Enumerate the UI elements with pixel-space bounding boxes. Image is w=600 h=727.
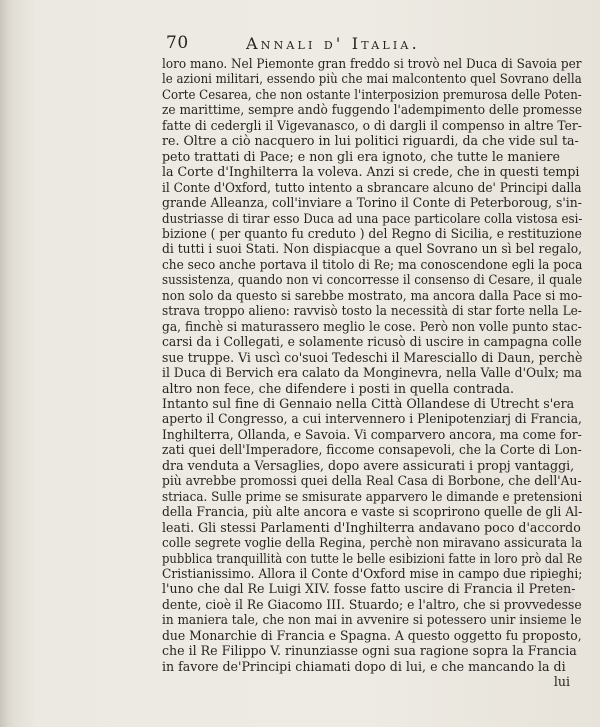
text-line: le azioni militari, essendo più che mai malcontento quel Sovrano della [162,71,582,87]
text-line: carsi da i Collegati, e solamente ricusò di uscire in campagna colle [162,334,582,350]
text-line: re. Oltre a ciò nacquero in lui politici riguardi, da che vide sul ta- [162,133,579,149]
text-line: leati. Gli stessi Parlamenti d'Inghilterra andavano poco d'accordo [162,519,581,535]
text-line: bizione ( per quanto fu creduto ) del Regno di Sicilia, e restituzione [162,225,582,241]
text-line: altro non fece, che difendere i posti in quella contrada. [162,380,515,396]
text-line: dustriasse di tirar esso Duca ad una pace particolare colla vistosa esi- [162,210,583,226]
text-line: loro mano. Nel Piemonte gran freddo si trovò nel Duca di Savoia per [162,56,582,71]
text-line: l'uno che dal Re Luigi XIV. fosse fatto uscire di Francia il Preten- [162,581,576,597]
text-line: fatte di cedergli il Vigevanasco, o di dargli il compenso in altre Ter- [162,117,582,133]
text-line: grande Alleanza, coll'inviare a Torino il Conte di Peterboroug, s'in- [162,195,582,211]
text-line: pubblica tranquillità con tutte le belle esibizioni fatte in loro prò dal Re [162,550,583,566]
text-line: in favore de'Principi chiamati dopo di lui, e che mancando la di [162,658,566,674]
text-line: non solo da questo si sarebbe mostrato, ma ancora dalla Pace si mo- [162,287,583,303]
text-line: peto trattati di Pace; e non gli era ignoto, che tutte le maniere [162,148,560,164]
text-line: due Monarchie di Francia e Spagna. A questo oggetto fu proposto, [162,627,582,643]
catchword: lui [553,674,570,690]
text-line: dra venduta a Versaglies, dopo avere assicurati i propj vantaggi, [162,457,575,473]
paper-stain [538,560,574,630]
text-line: più avrebbe promossi quei della Real Casa di Borbone, che dell'Au- [162,473,582,489]
text-line: Intanto sul fine di Gennaio nella Città Ollandese di Utrecht s'era [162,395,575,411]
text-line: Inghilterra, Ollanda, e Savoia. Vi comparvero ancora, ma come for- [162,426,582,442]
page-header [166,33,576,55]
text-line: il Conte d'Oxford, tutto intento a sbrancare alcuno de' Principi dalla [162,179,582,195]
text-line: in maniera tale, che non mai in avvenire si potessero unir insieme le [162,612,582,628]
text-line: della Francia, più alte ancora e vaste si scoprirono quelle de gli Al- [162,504,583,520]
page-gutter-shadow [0,0,14,727]
running-title: Annali d' Italia. [246,34,420,53]
text-line: sussistenza, quando non vi concorresse il consenso di Cesare, il quale [162,272,583,288]
text-line: sue truppe. Vi uscì co'suoi Tedeschi il Maresciallo di Daun, perchè [162,349,583,365]
text-line: zati quei dell'Imperadore, ficcome consapevoli, che la Corte di Lon- [162,442,582,458]
text-line: Corte Cesarea, che non ostante l'interposizion premurosa delle Poten- [162,86,582,102]
text-line: striaca. Sulle prime se smisurate apparvero le dimande e pretensioni [162,488,583,504]
page-number: 70 [166,33,189,53]
text-line: aperto il Congresso, a cui intervennero i Plenipotenziarj di Francia, [162,411,582,427]
text-line: colle segrete voglie della Regina, perchè non miravano assicurata la [162,535,583,551]
text-line: di tutti i suoi Stati. Non dispiacque a quel Sovrano un sì bel regalo, [162,241,583,257]
body-text [162,56,582,690]
text-line: il Duca di Bervich era calato da Monginevra, nella Valle d'Oulx; ma [162,365,583,381]
text-line: che seco anche portava il titolo di Re; ma conoscendone egli la poca [162,256,583,272]
text-line: dente, cioè il Re Giacomo III. Stuardo; e l'altro, che si provvedesse [162,596,582,612]
text-line: che il Re Filippo V. rinunziasse ogni sua ragione sopra la Francia [162,643,577,659]
text-line: Cristianissimo. Allora il Conte d'Oxford mise in campo due ripieghi; [162,565,583,581]
text-line: la Corte d'Inghilterra la voleva. Anzi si crede, che in questi tempi [162,164,580,180]
text-line: ga, finchè si maturassero meglio le cose. Però non volle punto stac- [162,318,582,334]
text-line: strava troppo alieno: ravvisò tosto la necessità di star forte nella Le- [162,303,582,319]
text-line: ze marittime, sempre andò fuggendo l'adempimento delle promesse [162,102,583,118]
